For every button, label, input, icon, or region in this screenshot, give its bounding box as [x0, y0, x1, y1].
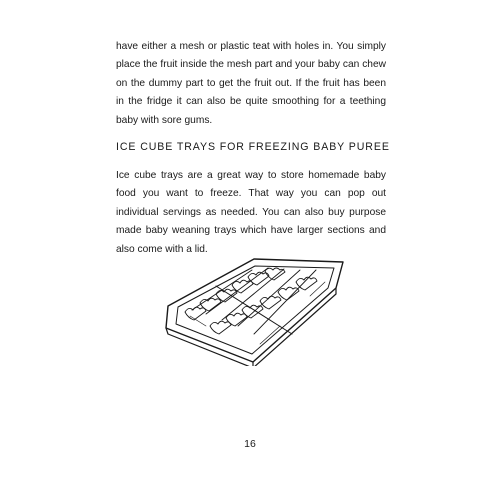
section-heading: ICE CUBE TRAYS FOR FREEZING BABY PUREE — [116, 141, 390, 153]
ice-cube-tray-illustration — [160, 256, 350, 366]
body-paragraph-intro: have either a mesh or plastic teat with holes in. You simply place the fruit inside the mesh part and your baby can chew on the dummy part to get the fruit out. If the fruit has been in the fridge it can also be quite smoothing for a teething baby with sore gums. — [116, 41, 386, 126]
ice-cube-tray-icon — [160, 256, 350, 366]
page-number: 16 — [244, 438, 256, 450]
body-paragraph-ice-cube-trays: Ice cube trays are a great way to store homemade baby food you want to freeze. That way you can pop out individual servings as needed. You can also buy purpose made baby weaning trays which have larger sections and also come with a lid. — [116, 170, 386, 255]
